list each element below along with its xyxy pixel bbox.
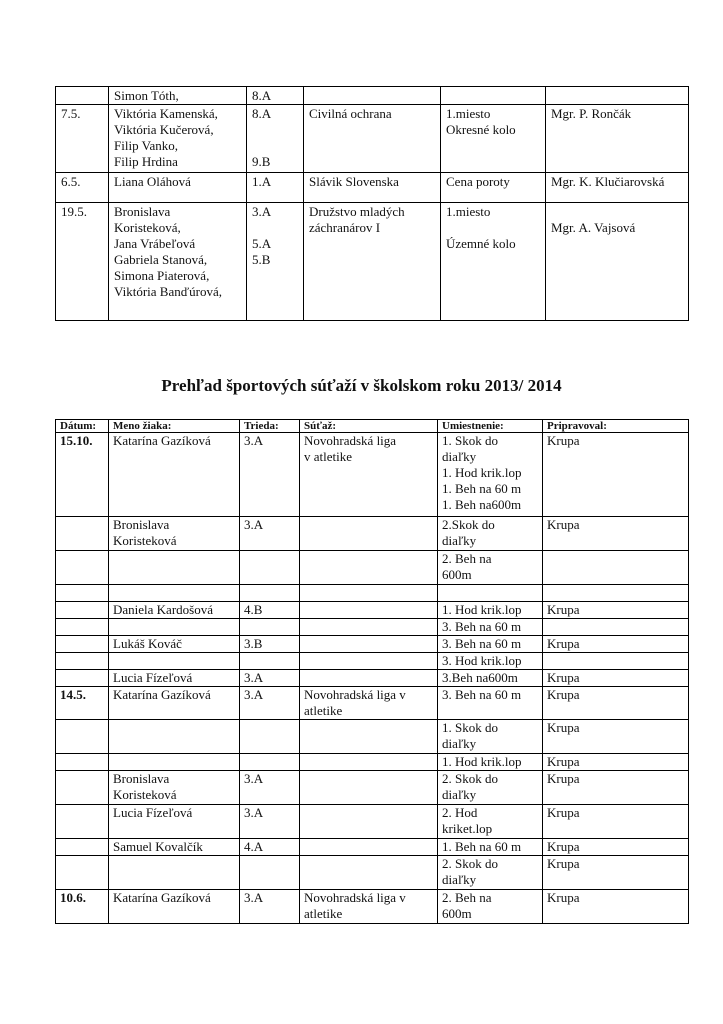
table-row xyxy=(56,687,689,720)
placement-cell xyxy=(438,585,543,602)
class-cell: 3.A 5.A 5.B xyxy=(247,203,304,321)
class-cell xyxy=(240,619,300,636)
table-row xyxy=(56,433,689,517)
table-row xyxy=(56,670,689,687)
names-cell: Bronislava Koristeková, Jana Vrábeľová Gabriela Stanová, Simona Piaterová, Viktória Banďúrová, xyxy=(109,203,247,321)
class-cell: 1.A xyxy=(247,173,304,203)
header-prepared-by: Pripravoval: xyxy=(543,420,689,433)
table-row xyxy=(56,585,689,602)
placement-cell: 3. Beh na 60 m xyxy=(438,687,543,720)
date-cell xyxy=(56,602,109,619)
date-cell xyxy=(56,636,109,653)
prepared-by-cell: Mgr. P. Rončák xyxy=(546,105,689,173)
date-cell xyxy=(56,670,109,687)
table-row xyxy=(56,203,689,321)
competition-cell xyxy=(300,517,438,551)
name-cell: Bronislava Koristeková xyxy=(109,771,240,805)
date-cell: 19.5. xyxy=(56,203,109,321)
date-cell xyxy=(56,856,109,890)
table-row xyxy=(56,636,689,653)
competition-cell: Novohradská liga v atletike xyxy=(300,687,438,720)
placement-cell: 3. Beh na 60 m xyxy=(438,619,543,636)
name-cell xyxy=(109,653,240,670)
class-cell xyxy=(240,720,300,754)
header-name: Meno žiaka: xyxy=(109,420,240,433)
name-cell: Daniela Kardošová xyxy=(109,602,240,619)
date-cell xyxy=(56,517,109,551)
prepared-by-cell: Krupa xyxy=(543,636,689,653)
table-row xyxy=(56,517,689,551)
competition-cell xyxy=(300,856,438,890)
name-cell: Lucia Fízeľová xyxy=(109,670,240,687)
competition-results-table xyxy=(55,86,689,321)
class-cell: 3.A xyxy=(240,670,300,687)
header-class: Trieda: xyxy=(240,420,300,433)
competition-cell xyxy=(300,619,438,636)
class-cell: 3.A xyxy=(240,517,300,551)
placement-cell: 1. Hod krik.lop xyxy=(438,602,543,619)
name-cell: Katarína Gazíková xyxy=(109,687,240,720)
prepared-by-cell: Krupa xyxy=(543,805,689,839)
competition-cell xyxy=(300,670,438,687)
class-cell: 8.A 9.B xyxy=(247,105,304,173)
date-cell: 15.10. xyxy=(56,433,109,517)
prepared-by-cell: Krupa xyxy=(543,771,689,805)
header-date: Dátum: xyxy=(56,420,109,433)
table-row xyxy=(56,602,689,619)
prepared-by-cell: Mgr. K. Klučiarovská xyxy=(546,173,689,203)
competition-cell: Družstvo mladých záchranárov I xyxy=(304,203,441,321)
prepared-by-cell: Krupa xyxy=(543,670,689,687)
table-row xyxy=(56,87,689,105)
placement-cell: 1. Hod krik.lop xyxy=(438,754,543,771)
date-cell: 14.5. xyxy=(56,687,109,720)
sports-table-body xyxy=(56,433,689,924)
placement-cell: 1. Skok do diaľky xyxy=(438,720,543,754)
name-cell xyxy=(109,720,240,754)
table-row xyxy=(56,653,689,670)
competition-cell xyxy=(300,551,438,585)
placement-cell: 1. Skok do diaľky 1. Hod krik.lop 1. Beh na 60 m 1. Beh na600m xyxy=(438,433,543,517)
date-cell xyxy=(56,720,109,754)
prepared-by-cell: Krupa xyxy=(543,433,689,517)
placement-cell: 2. Skok do diaľky xyxy=(438,771,543,805)
class-cell: 4.B xyxy=(240,602,300,619)
class-cell: 3.A xyxy=(240,890,300,924)
competition-cell: Novohradská liga v atletike xyxy=(300,433,438,517)
header-competition: Súťaž: xyxy=(300,420,438,433)
date-cell xyxy=(56,585,109,602)
competition-cell xyxy=(304,87,441,105)
prepared-by-cell: Krupa xyxy=(543,687,689,720)
prepared-by-cell: Krupa xyxy=(543,856,689,890)
table-row xyxy=(56,805,689,839)
competition-cell xyxy=(300,754,438,771)
competition-cell xyxy=(300,602,438,619)
name-cell xyxy=(109,754,240,771)
prepared-by-cell xyxy=(543,653,689,670)
table-row xyxy=(56,890,689,924)
placement-cell: 2. Skok do diaľky xyxy=(438,856,543,890)
name-cell: Lucia Fízeľová xyxy=(109,805,240,839)
placement-cell: 2. Beh na 600m xyxy=(438,551,543,585)
class-cell xyxy=(240,653,300,670)
table-row xyxy=(56,105,689,173)
table-row xyxy=(56,720,689,754)
date-cell xyxy=(56,551,109,585)
competition-cell xyxy=(300,653,438,670)
name-cell xyxy=(109,551,240,585)
date-cell: 10.6. xyxy=(56,890,109,924)
competition-cell: Slávik Slovenska xyxy=(304,173,441,203)
class-cell: 3.A xyxy=(240,805,300,839)
placement-cell: 1.miesto Územné kolo xyxy=(441,203,546,321)
name-cell: Katarína Gazíková xyxy=(109,433,240,517)
placement-cell: 1.miesto Okresné kolo xyxy=(441,105,546,173)
section-title: Prehľad športových súťaží v školskom roku 2013/ 2014 xyxy=(161,376,562,395)
names-cell: Liana Oláhová xyxy=(109,173,247,203)
placement-cell: 2. Hod kriket.lop xyxy=(438,805,543,839)
names-cell: Viktória Kamenská, Viktória Kučerová, Filip Vanko, Filip Hrdina xyxy=(109,105,247,173)
header-row xyxy=(56,420,689,433)
name-cell xyxy=(109,619,240,636)
table-row xyxy=(56,839,689,856)
class-cell: 4.A xyxy=(240,839,300,856)
competition-cell xyxy=(300,771,438,805)
prepared-by-cell: Krupa xyxy=(543,890,689,924)
table-row xyxy=(56,754,689,771)
placement-cell: Cena poroty xyxy=(441,173,546,203)
competition-cell xyxy=(300,805,438,839)
placement-cell: 2. Beh na 600m xyxy=(438,890,543,924)
name-cell xyxy=(109,856,240,890)
prepared-by-cell xyxy=(546,87,689,105)
table-row xyxy=(56,551,689,585)
placement-cell: 3. Hod krik.lop xyxy=(438,653,543,670)
placement-cell: 3. Beh na 60 m xyxy=(438,636,543,653)
class-cell: 8.A xyxy=(247,87,304,105)
class-cell: 3.A xyxy=(240,687,300,720)
competition-cell xyxy=(300,585,438,602)
prepared-by-cell xyxy=(543,619,689,636)
sports-competitions-table xyxy=(55,419,689,924)
date-cell xyxy=(56,619,109,636)
date-cell xyxy=(56,839,109,856)
prepared-by-cell: Krupa xyxy=(543,839,689,856)
class-cell xyxy=(240,754,300,771)
prepared-by-cell: Krupa xyxy=(543,720,689,754)
prepared-by-cell: Krupa xyxy=(543,517,689,551)
competition-cell xyxy=(300,839,438,856)
class-cell: 3.A xyxy=(240,771,300,805)
name-cell: Bronislava Koristeková xyxy=(109,517,240,551)
table-row xyxy=(56,173,689,203)
name-cell: Samuel Kovalčík xyxy=(109,839,240,856)
header-placement: Umiestnenie: xyxy=(438,420,543,433)
class-cell xyxy=(240,585,300,602)
date-cell xyxy=(56,87,109,105)
placement-cell: 3.Beh na600m xyxy=(438,670,543,687)
class-cell: 3.B xyxy=(240,636,300,653)
prepared-by-cell: Krupa xyxy=(543,754,689,771)
class-cell xyxy=(240,856,300,890)
table-row xyxy=(56,771,689,805)
prepared-by-cell: Mgr. A. Vajsová xyxy=(546,203,689,321)
class-cell xyxy=(240,551,300,585)
date-cell xyxy=(56,805,109,839)
competition-cell: Novohradská liga v atletike xyxy=(300,890,438,924)
date-cell xyxy=(56,771,109,805)
names-cell: Simon Tóth, xyxy=(109,87,247,105)
competition-cell xyxy=(300,720,438,754)
placement-cell xyxy=(441,87,546,105)
competition-cell xyxy=(300,636,438,653)
name-cell: Lukáš Kováč xyxy=(109,636,240,653)
name-cell: Katarína Gazíková xyxy=(109,890,240,924)
date-cell: 6.5. xyxy=(56,173,109,203)
table-row xyxy=(56,856,689,890)
prepared-by-cell xyxy=(543,551,689,585)
name-cell xyxy=(109,585,240,602)
table-row xyxy=(56,619,689,636)
class-cell: 3.A xyxy=(240,433,300,517)
date-cell xyxy=(56,754,109,771)
placement-cell: 1. Beh na 60 m xyxy=(438,839,543,856)
prepared-by-cell: Krupa xyxy=(543,602,689,619)
competition-cell: Civilná ochrana xyxy=(304,105,441,173)
placement-cell: 2.Skok do diaľky xyxy=(438,517,543,551)
date-cell xyxy=(56,653,109,670)
date-cell: 7.5. xyxy=(56,105,109,173)
prepared-by-cell xyxy=(543,585,689,602)
